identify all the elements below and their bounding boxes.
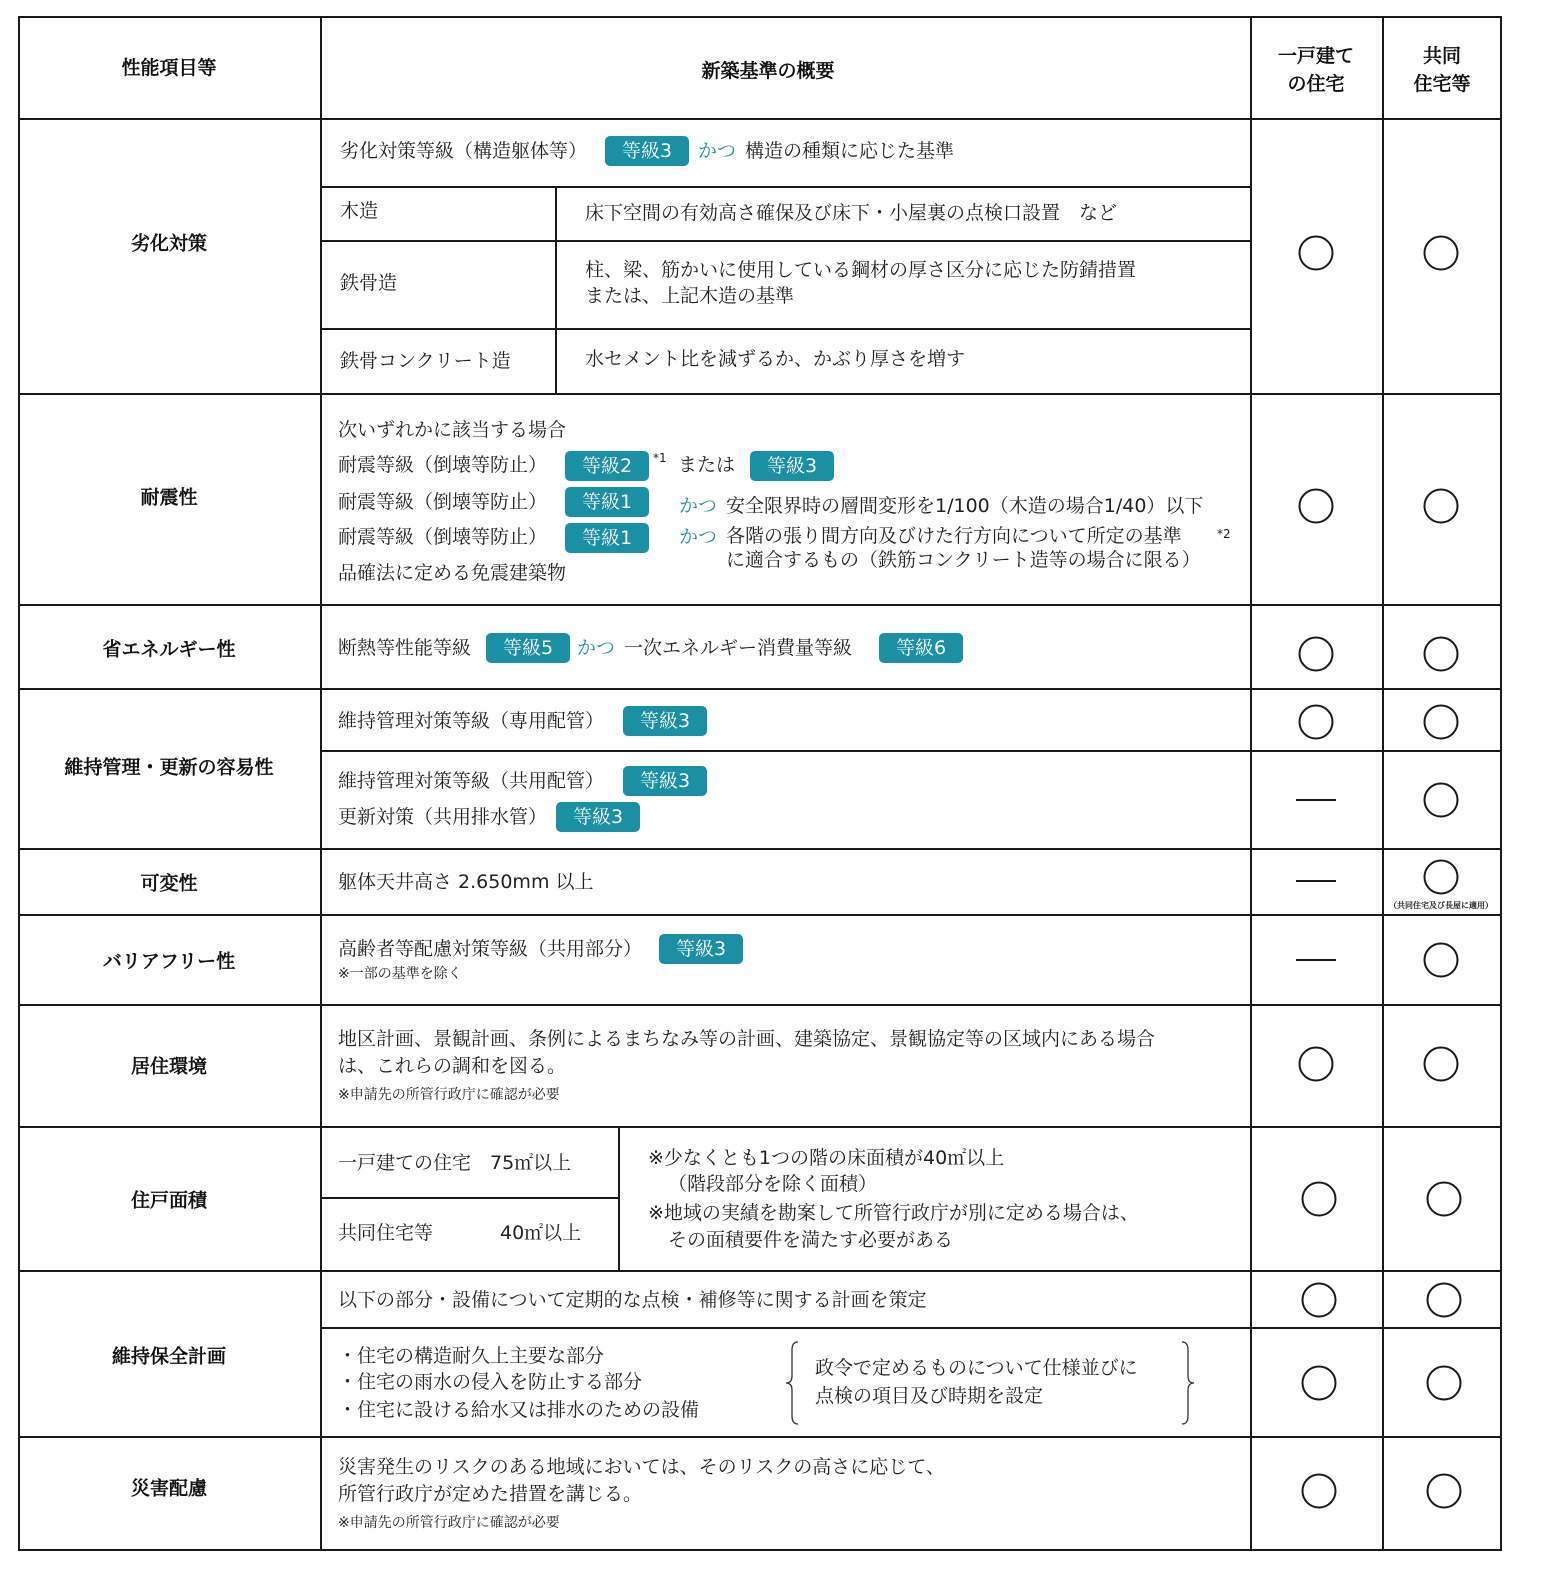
wood-text: 床下空間の有効高さ確保及び床下・小屋裏の点検口設置 など [585,202,1118,224]
living-env-text-1: 地区計画、景観計画、条例によるまちなみ等の計画、建築協定、景観協定等の区域内にある場合 [338,1028,1156,1050]
grade-badge: 等級3 [623,706,707,736]
floor-area-note-2: （階段部分を除く面積） [668,1173,878,1195]
variability-text: 躯体天井高さ 2.650mm 以上 [338,871,594,893]
row-divider [18,1270,1502,1272]
subrow-divider [320,328,1252,330]
row-label-energy: 省エネルギー性 [102,638,236,661]
seismic-line4: 品確法に定める免震建築物 [338,562,567,584]
left-brace-icon [784,1340,802,1426]
private-pipe-text: 維持管理対策等級（専用配管） [338,710,605,732]
circle-icon [1299,637,1334,672]
collective-area-name: 共同住宅等 [338,1222,434,1244]
right-brace-icon [1178,1340,1196,1426]
brace-text-2: 点検の項目及び時期を設定 [815,1385,1044,1407]
row-divider [18,1436,1502,1438]
row-divider [18,393,1502,395]
table-border-left [18,16,20,1551]
grade-badge: 等級3 [556,802,640,832]
circle-icon [1424,860,1459,895]
circle-icon [1427,1474,1462,1509]
seismic-line1: 耐震等級（倒壊等防止） [338,454,548,476]
circle-icon [1424,783,1459,818]
katsu-keyword: かつ [577,637,616,659]
seismic-line3: 耐震等級（倒壊等防止） [338,526,548,548]
circle-icon [1302,1182,1337,1217]
row-divider [18,1126,1502,1128]
circle-icon [1424,236,1459,271]
floor-area-note-3: ※地域の実績を勘案して所管行政庁が別に定める場合は、 [648,1202,1139,1224]
circle-icon [1302,1474,1337,1509]
subrow-divider [320,1197,620,1199]
circle-icon [1427,1366,1462,1401]
collective-area-value: 40㎡以上 [500,1222,582,1244]
subcolumn-divider [618,1126,620,1271]
energy-text-2: 一次エネルギー消費量等級 [624,637,853,659]
circle-icon [1299,489,1334,524]
row-label-barrier-free: バリアフリー性 [102,950,236,973]
table-border-bottom [18,1549,1502,1551]
circle-icon [1424,705,1459,740]
maintenance-plan-item-3: ・住宅に設ける給水又は排水のための設備 [338,1399,700,1421]
grade-badge: 等級1 [565,523,649,553]
dash-icon [1296,959,1336,961]
seismic-intro: 次いずれかに該当する場合 [338,419,567,441]
grade-badge: 等級3 [623,766,707,796]
row-divider [18,118,1502,120]
deterioration-main-text: 劣化対策等級（構造躯体等） [340,140,588,162]
drain-text: 更新対策（共用排水管） [338,806,548,828]
deterioration-main-tail: 構造の種類に応じた基準 [745,140,955,162]
row-label-deterioration: 劣化対策 [130,232,208,255]
floor-area-note-4: その面積要件を満たす必要がある [668,1229,954,1251]
katsu-keyword: かつ [698,140,737,162]
row-divider [18,688,1502,690]
seismic-line2: 耐震等級（倒壊等防止） [338,491,548,513]
subrow-divider [320,240,1252,242]
grade-badge: 等級1 [565,487,649,517]
row-divider [18,848,1502,850]
header-collective-line1: 共同 [1422,45,1462,67]
row-label-living-environment: 居住環境 [130,1055,208,1078]
subrow-divider [320,750,1502,752]
steel-label: 鉄骨造 [340,272,398,294]
circle-icon [1427,1182,1462,1217]
maintenance-plan-item-2: ・住宅の雨水の侵入を防止する部分 [338,1371,643,1393]
header-summary: 新築基準の概要 [701,60,835,82]
row-divider [18,604,1502,606]
grade-badge: 等級2 [565,451,649,481]
row-label-disaster: 災害配慮 [130,1477,208,1500]
subrow-divider [320,186,1252,188]
circle-icon [1302,1366,1337,1401]
circle-icon [1424,489,1459,524]
rc-text: 水セメント比を減ずるか、かぶり厚さを増す [585,348,966,370]
seismic-line2-tail: 安全限界時の層間変形を1/100（木造の場合1/40）以下 [726,495,1204,517]
maintenance-plan-text: 以下の部分・設備について定期的な点検・補修等に関する計画を策定 [338,1289,927,1311]
dash-icon [1296,799,1336,801]
header-collective-line2: 住宅等 [1413,73,1471,95]
column-divider-detached [1382,16,1384,1551]
circle-icon [1424,943,1459,978]
grade-badge: 等級3 [659,934,743,964]
table-border-right [1500,16,1502,1551]
seismic-line3-tail-2: に適合するもの（鉄筋コンクリート造等の場合に限る） [726,549,1201,571]
grade-badge: 等級3 [750,451,834,481]
header-detached-line1: 一戸建て [1277,45,1355,67]
subcolumn-divider [555,186,557,394]
header-detached [1278,42,1354,98]
header-detached-line2: の住宅 [1287,73,1345,95]
row-divider [18,914,1502,916]
row-label-floor-area: 住戸面積 [130,1189,208,1212]
grade-badge: 等級3 [605,136,689,166]
grade-badge: 等級5 [486,633,570,663]
column-divider-item [320,16,322,1551]
table-border-top [18,16,1502,18]
circle-icon [1299,1047,1334,1082]
living-env-text-2: は、これらの調和を図る。 [338,1055,567,1077]
circle-icon [1427,1283,1462,1318]
katsu-keyword: かつ [679,526,718,548]
steel-text-2: または、上記木造の基準 [585,285,795,307]
row-label-variability: 可変性 [140,872,198,895]
variability-note: （共同住宅及び長屋に適用） [1389,901,1493,910]
circle-icon [1424,1047,1459,1082]
living-env-note: ※申請先の所管行政庁に確認が必要 [338,1087,560,1103]
wood-label: 木造 [340,200,379,222]
row-divider [18,1004,1502,1006]
disaster-text-1: 災害発生のリスクのある地域においては、そのリスクの高さに応じて、 [338,1456,945,1478]
katsu-keyword: かつ [679,495,718,517]
column-divider-summary [1250,16,1252,1551]
circle-icon [1302,1283,1337,1318]
barrier-free-text: 高齢者等配慮対策等級（共用部分） [338,938,643,960]
footnote-mark-1: *1 [653,451,667,465]
steel-text-1: 柱、梁、筋かいに使用している鋼材の厚さ区分に応じた防錆措置 [585,259,1137,281]
footnote-mark-2: *2 [1217,527,1231,541]
disaster-text-2: 所管行政庁が定めた措置を講じる。 [338,1483,643,1505]
circle-icon [1299,236,1334,271]
brace-text-1: 政令で定めるものについて仕様並びに [815,1357,1138,1379]
grade-badge: 等級6 [879,633,963,663]
seismic-line3-tail-1: 各階の張り間方向及びけた行方向について所定の基準 [726,525,1182,547]
barrier-free-note: ※一部の基準を除く [338,966,462,982]
row-label-maintenance-plan: 維持保全計画 [111,1345,227,1368]
row-label-maintenance: 維持管理・更新の容易性 [64,756,274,779]
seismic-or: または [678,454,736,476]
subrow-divider [320,1327,1502,1329]
detached-area: 一戸建ての住宅 75㎡以上 [338,1152,572,1174]
energy-text-1: 断熱等性能等級 [338,637,472,659]
common-pipe-text: 維持管理対策等級（共用配管） [338,770,605,792]
header-collective [1413,42,1470,98]
floor-area-note-1: ※少なくとも1つの階の床面積が40㎡以上 [648,1147,1005,1169]
rc-label: 鉄骨コンクリート造 [340,350,511,372]
circle-icon [1299,705,1334,740]
circle-icon [1424,637,1459,672]
maintenance-plan-item-1: ・住宅の構造耐久上主要な部分 [338,1345,605,1367]
row-label-seismic: 耐震性 [140,486,198,509]
header-item: 性能項目等 [121,57,217,79]
disaster-note: ※申請先の所管行政庁に確認が必要 [338,1515,560,1531]
dash-icon [1296,880,1336,882]
